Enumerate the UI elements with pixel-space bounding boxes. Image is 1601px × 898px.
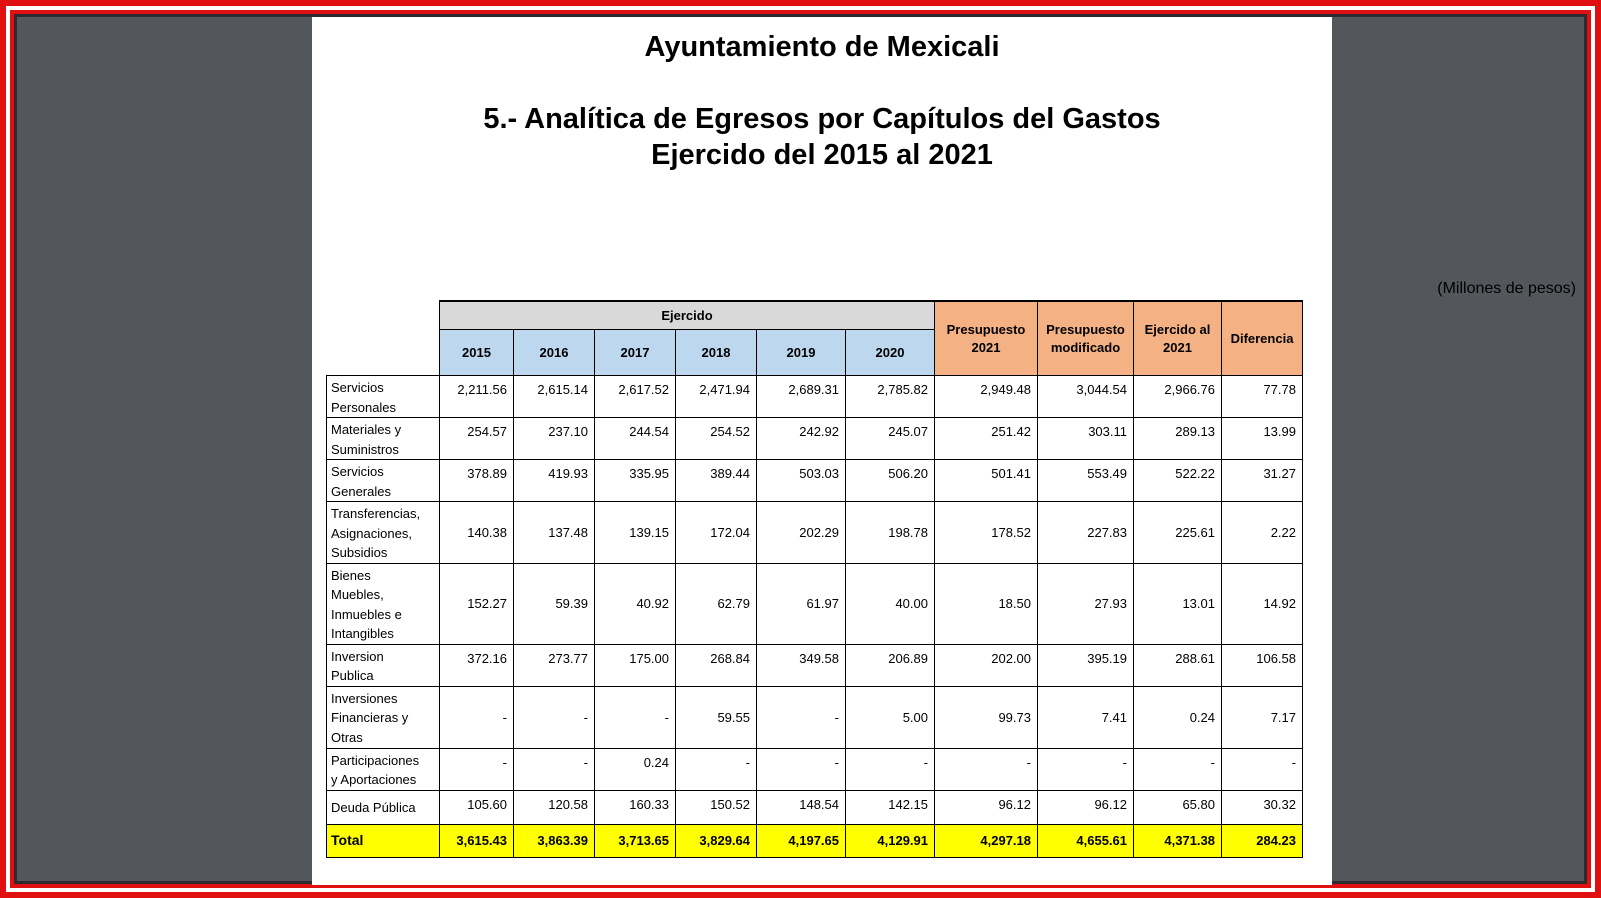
value-cell: 0.24 [1134,686,1222,748]
subtitle-line-2: Ejercido del 2015 al 2021 [651,139,993,171]
value-cell: 2,211.56 [440,376,514,418]
value-cell: 120.58 [514,790,595,824]
value-cell: 0.24 [595,748,676,790]
value-cell: 2,471.94 [676,376,757,418]
value-cell: 14.92 [1222,563,1303,644]
row-label-line: Materiales y [331,422,402,437]
row-label-line: Servicios [331,464,384,479]
year-header: 2019 [757,330,846,376]
value-cell: 254.52 [676,418,757,460]
value-cell: - [757,748,846,790]
value-cell: 27.93 [1038,563,1134,644]
value-cell: 202.29 [757,502,846,564]
total-row [327,824,1303,857]
document-page [312,17,1576,885]
header-blank-cell [327,301,440,376]
value-cell: 7.17 [1222,686,1303,748]
year-header: 2017 [595,330,676,376]
header-text: 2021 [971,339,1001,355]
value-cell: 139.15 [595,502,676,564]
value-cell: 2,785.82 [846,376,935,418]
value-cell: - [595,686,676,748]
total-value-cell: 3,829.64 [676,824,757,857]
value-cell: 245.07 [846,418,935,460]
subtitle-line-1: 5.- Analítica de Egresos por Capítulos del Gastos [483,103,1161,135]
value-cell: 5.00 [846,686,935,748]
table-row [327,502,1303,564]
header-text: Ejercido al [1144,321,1211,337]
row-label [327,644,440,686]
row-label-line: Subsidios [331,545,388,560]
total-value-cell: 3,615.43 [440,824,514,857]
value-cell: 96.12 [1038,790,1134,824]
row-label [327,686,440,748]
row-label [327,460,440,502]
value-cell: 202.00 [935,644,1038,686]
value-cell: 30.32 [1222,790,1303,824]
value-cell: 13.99 [1222,418,1303,460]
value-cell: - [514,686,595,748]
table-row [327,460,1303,502]
value-cell: - [1038,748,1134,790]
value-cell: 2,949.48 [935,376,1038,418]
value-cell: 105.60 [440,790,514,824]
value-cell: 2.22 [1222,502,1303,564]
header-text: modificado [1050,339,1121,355]
value-cell: 40.92 [595,563,676,644]
value-cell: 372.16 [440,644,514,686]
value-cell: 3,044.54 [1038,376,1134,418]
unit-note: (Millones de pesos) [1437,280,1576,297]
value-cell: 59.39 [514,563,595,644]
ejercido-group-header: Ejercido [440,301,935,330]
value-cell: 62.79 [676,563,757,644]
value-cell: - [935,748,1038,790]
value-cell: 225.61 [1134,502,1222,564]
value-cell: 175.00 [595,644,676,686]
table-row [327,376,1303,418]
row-label-line: Generales [331,483,391,499]
value-cell: - [757,686,846,748]
value-cell: 61.97 [757,563,846,644]
row-label-line: Otras [331,729,363,745]
value-cell: 419.93 [514,460,595,502]
table-row [327,790,1303,824]
value-cell: 335.95 [595,460,676,502]
value-cell: 268.84 [676,644,757,686]
value-cell: 2,966.76 [1134,376,1222,418]
total-value-cell: 3,863.39 [514,824,595,857]
total-value-cell: 4,197.65 [757,824,846,857]
value-cell: 40.00 [846,563,935,644]
value-cell: 503.03 [757,460,846,502]
row-label-line: Bienes [331,567,371,583]
value-cell: 501.41 [935,460,1038,502]
value-cell: 152.27 [440,563,514,644]
value-cell: 242.92 [757,418,846,460]
row-label-line: Deuda Pública [331,800,416,816]
value-cell: 289.13 [1134,418,1222,460]
total-value-cell: 4,655.61 [1038,824,1134,857]
row-label [327,376,440,418]
row-label-line: Intangibles [331,626,394,641]
value-cell: - [440,686,514,748]
value-cell: 2,615.14 [514,376,595,418]
value-cell: 77.78 [1222,376,1303,418]
total-value-cell: 284.23 [1222,824,1303,857]
value-cell: 244.54 [595,418,676,460]
value-cell: - [1222,748,1303,790]
value-cell: 18.50 [935,563,1038,644]
row-label-line: Suministros [331,441,399,457]
value-cell: 148.54 [757,790,846,824]
value-cell: 7.41 [1038,686,1134,748]
row-label-line: Participaciones [331,752,420,768]
presupuesto-2021-header [935,301,1038,376]
value-cell: 178.52 [935,502,1038,564]
year-header: 2018 [676,330,757,376]
row-label-line: Servicios [331,380,384,395]
value-cell: 303.11 [1038,418,1134,460]
value-cell: 140.38 [440,502,514,564]
value-cell: 251.42 [935,418,1038,460]
row-label [327,790,440,824]
total-value-cell: 3,713.65 [595,824,676,857]
row-label [327,418,440,460]
row-label-line: Personales [331,399,397,415]
row-label-line: Muebles, [331,587,384,602]
table-body [327,376,1303,858]
value-cell: - [514,748,595,790]
row-label-line: Inmuebles e [331,606,402,622]
table-row [327,418,1303,460]
total-value-cell: 4,297.18 [935,824,1038,857]
ejercido-2021-header [1134,301,1222,376]
total-value-cell: 4,129.91 [846,824,935,857]
table-row [327,644,1303,686]
value-cell: 2,689.31 [757,376,846,418]
value-cell: 137.48 [514,502,595,564]
row-label [327,502,440,564]
value-cell: 553.49 [1038,460,1134,502]
total-value-cell: 4,371.38 [1134,824,1222,857]
report-subtitle [312,101,1332,173]
row-label [327,748,440,790]
year-header: 2015 [440,330,514,376]
value-cell: 198.78 [846,502,935,564]
row-label-line: Transferencias, [331,506,421,521]
value-cell: 142.15 [846,790,935,824]
value-cell: 389.44 [676,460,757,502]
value-cell: 254.57 [440,418,514,460]
value-cell: - [440,748,514,790]
year-header: 2016 [514,330,595,376]
table-row [327,686,1303,748]
header-text: 2021 [1163,339,1192,355]
value-cell: 65.80 [1134,790,1222,824]
table-row [327,563,1303,644]
value-cell: 288.61 [1134,644,1222,686]
value-cell: 31.27 [1222,460,1303,502]
presupuesto-modificado-header [1038,301,1134,376]
row-label [327,563,440,644]
value-cell: 106.58 [1222,644,1303,686]
value-cell: - [1134,748,1222,790]
value-cell: 206.89 [846,644,935,686]
value-cell: 227.83 [1038,502,1134,564]
row-label-line: Financieras y [331,710,409,725]
row-label-line: Inversion [331,648,384,664]
row-label-line: Inversiones [331,690,398,706]
row-label-line: Publica [331,668,374,683]
year-header: 2020 [846,330,935,376]
header-text: Presupuesto [946,321,1026,337]
value-cell: 96.12 [935,790,1038,824]
value-cell: 378.89 [440,460,514,502]
row-label-line: y Aportaciones [331,772,417,787]
expenses-table [326,300,1303,858]
value-cell: 395.19 [1038,644,1134,686]
value-cell: 150.52 [676,790,757,824]
table-row [327,748,1303,790]
value-cell: 13.01 [1134,563,1222,644]
value-cell: 237.10 [514,418,595,460]
value-cell: - [676,748,757,790]
value-cell: 160.33 [595,790,676,824]
row-label-line: Asignaciones, [331,525,412,541]
value-cell: 59.55 [676,686,757,748]
value-cell: 522.22 [1134,460,1222,502]
value-cell: 172.04 [676,502,757,564]
page-title: Ayuntamiento de Mexicali [644,31,1000,63]
value-cell: 99.73 [935,686,1038,748]
total-label: Total [327,824,440,857]
value-cell: 273.77 [514,644,595,686]
value-cell: 506.20 [846,460,935,502]
value-cell: - [846,748,935,790]
value-cell: 2,617.52 [595,376,676,418]
diferencia-header: Diferencia [1222,301,1303,376]
header-text: Presupuesto [1046,321,1125,337]
value-cell: 349.58 [757,644,846,686]
